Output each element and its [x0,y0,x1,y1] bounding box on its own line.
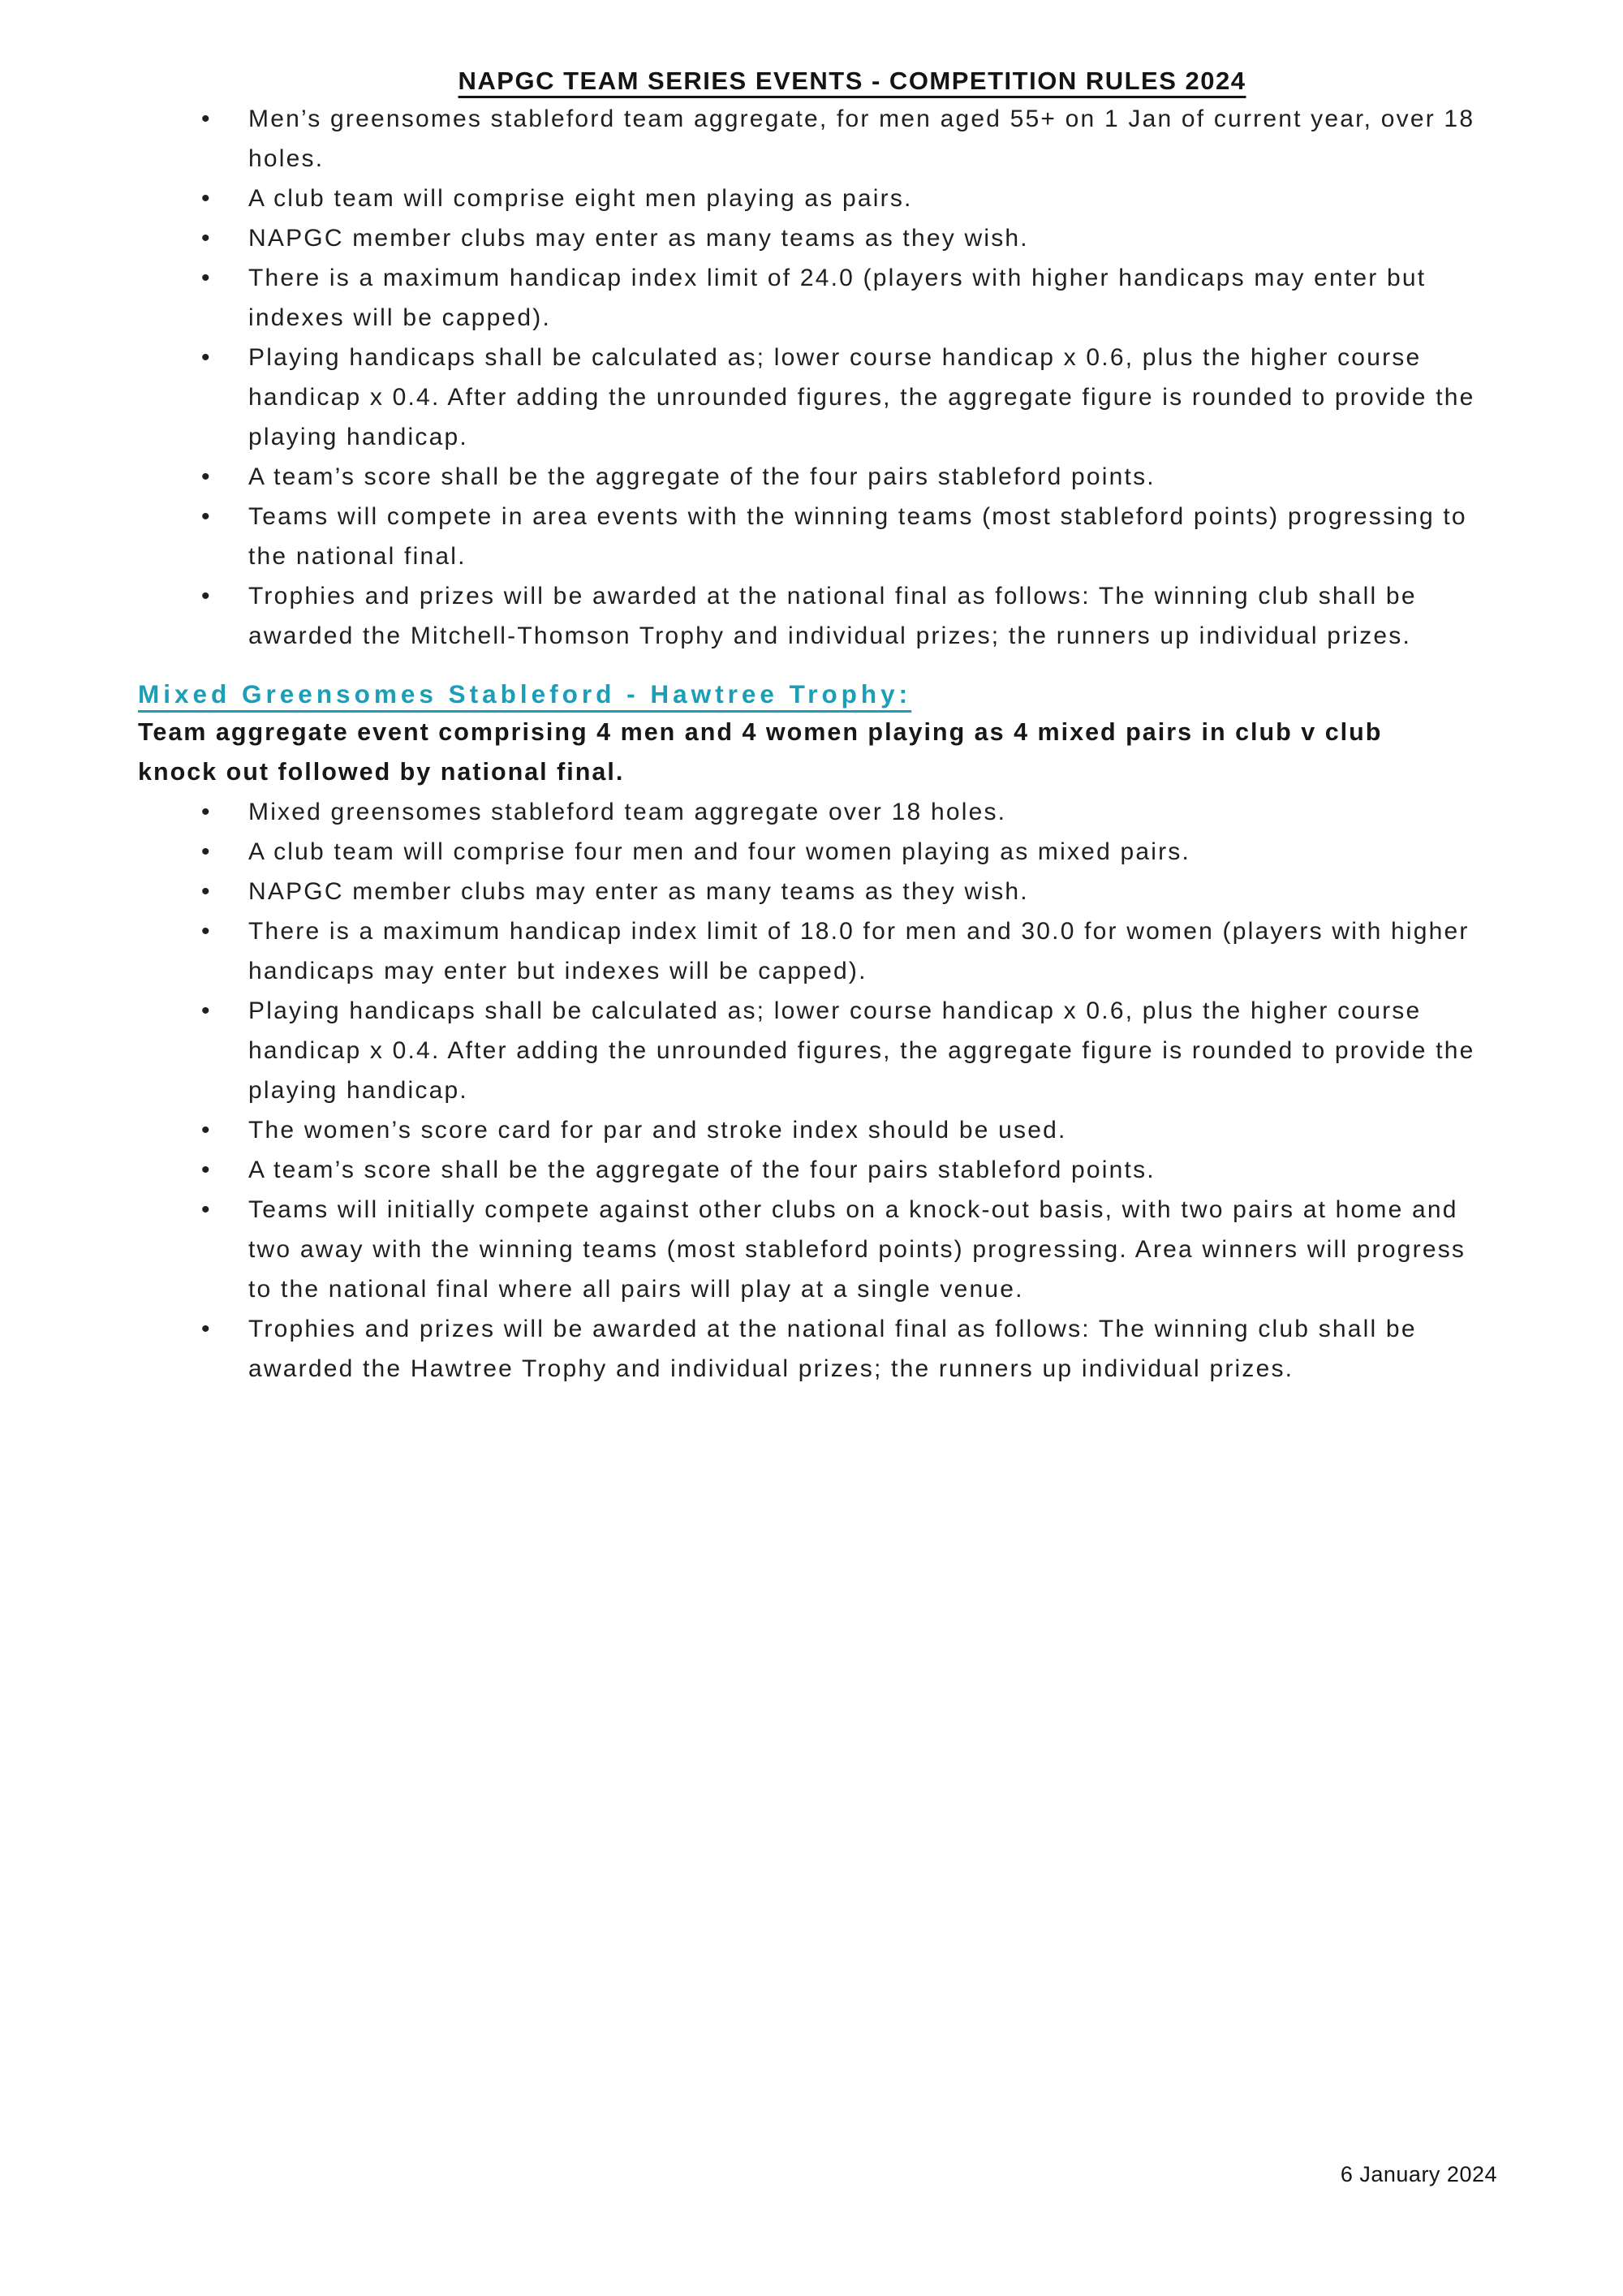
bullet-item: • Teams will compete in area events with the winning teams (most stableford points) progressing to the national final. [138,497,1485,576]
bullet-item: • NAPGC member clubs may enter as many teams as they wish. [138,218,1485,258]
bullet-item: • Mixed greensomes stableford team aggregate over 18 holes. [138,792,1485,832]
bullet-item: • Teams will initially compete against other clubs on a knock-out basis, with two pairs at home and two away with the winning teams (most stableford points) progressing. Area winners will progress to the national final where all pairs will play at a single venue. [138,1190,1485,1309]
rules-list-mens-greensomes [138,99,1485,656]
bullet-item: • Men’s greensomes stableford team aggregate, for men aged 55+ on 1 Jan of current year, over 18 holes. [138,99,1485,179]
bullet-item: • Trophies and prizes will be awarded at the national final as follows: The winning club shall be awarded the Hawtree Trophy and individual prizes; the runners up individual prizes. [138,1309,1485,1389]
bullet-item: • Playing handicaps shall be calculated as; lower course handicap x 0.6, plus the higher course handicap x 0.4. After adding the unrounded figures, the aggregate figure is rounded to provide the playing handicap. [138,991,1485,1110]
bullet-item: • The women’s score card for par and stroke index should be used. [138,1110,1485,1150]
rules-list-mixed-greensomes [138,792,1485,1389]
bullet-item: • A club team will comprise eight men playing as pairs. [138,179,1485,218]
bullet-item: • There is a maximum handicap index limit of 18.0 for men and 30.0 for women (players with higher handicaps may enter but indexes will be capped). [138,911,1485,991]
footer-date: 6 January 2024 [1340,2162,1497,2186]
section-subtitle: Team aggregate event comprising 4 men and 4 women playing as 4 mixed pairs in club v club knock out followed by national final. [138,718,1383,786]
document-title: NAPGC TEAM SERIES EVENTS - COMPETITION RULES 2024 [458,67,1246,95]
section-heading-mixed-greensomes: Mixed Greensomes Stableford - Hawtree Trophy: [138,679,912,709]
bullet-item: • A team’s score shall be the aggregate of the four pairs stableford points. [138,1150,1485,1190]
bullet-item: • A club team will comprise four men and four women playing as mixed pairs. [138,832,1485,872]
document-content [138,63,1518,1389]
bullet-item: • A team’s score shall be the aggregate of the four pairs stableford points. [138,457,1485,497]
bullet-item: • Playing handicaps shall be calculated as; lower course handicap x 0.6, plus the higher course handicap x 0.4. After adding the unrounded figures, the aggregate figure is rounded to provide the playing handicap. [138,338,1485,457]
bullet-item: • NAPGC member clubs may enter as many teams as they wish. [138,872,1485,911]
bullet-item: • There is a maximum handicap index limit of 24.0 (players with higher handicaps may enter but indexes will be capped). [138,258,1485,338]
bullet-item: • Trophies and prizes will be awarded at the national final as follows: The winning club shall be awarded the Mitchell-Thomson Trophy and individual prizes; the runners up individual prizes. [138,576,1485,656]
